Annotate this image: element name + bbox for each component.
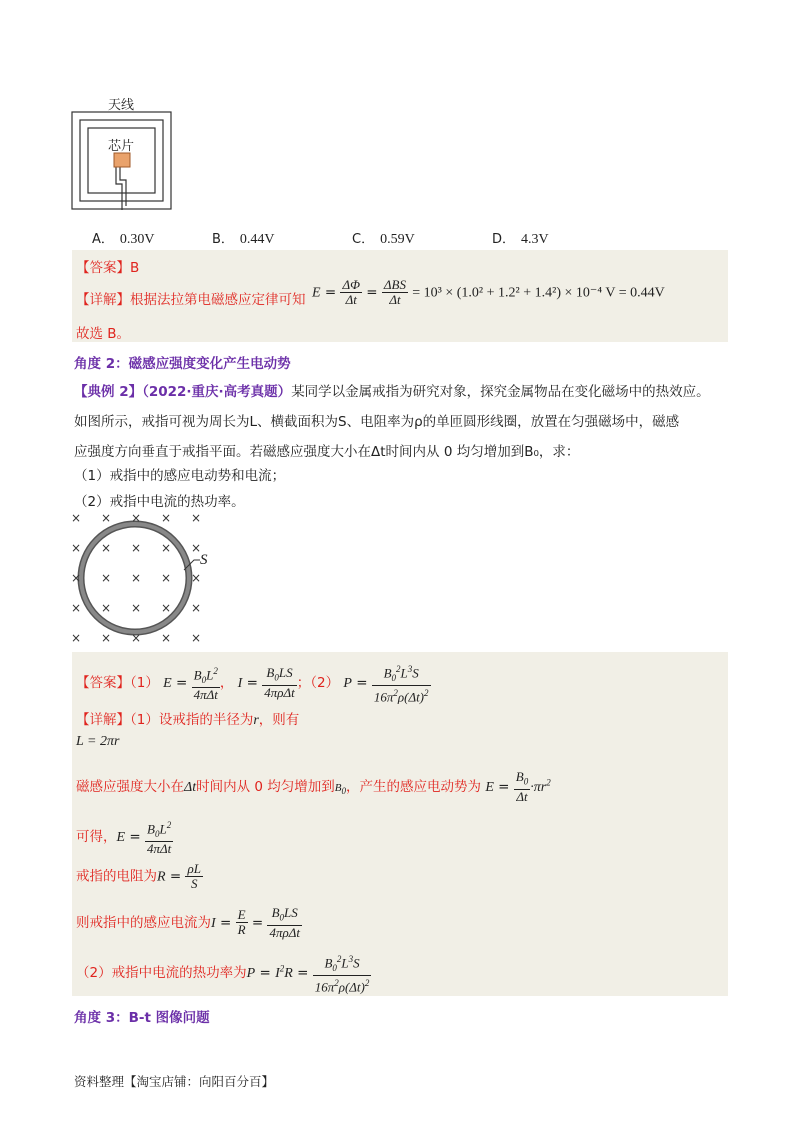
- detail2-current: 则戒指中的感应电流为I = $\frac{E}{R}$ = $\frac{B_0LS}{\text{4πρΔt}}$: [76, 905, 300, 940]
- footer-source: 资料整理【淘宝店铺：向阳百分百】: [74, 1074, 275, 1089]
- example2-line1: 【典例 2】（2022·重庆·高考真题）某同学以金属戒指为研究对象，探究金属物品在变化磁场中的热效应。: [74, 384, 710, 400]
- option-b: B． 0.44V: [212, 232, 275, 247]
- field-cross-mark: ×: [160, 631, 172, 645]
- detail-line: 【详解】根据法拉第电磁感应定律可知: [76, 292, 306, 308]
- angle3-title: 角度 3：B-t 图像问题: [74, 1010, 210, 1026]
- eq-circumference: L = 2πr: [76, 734, 120, 749]
- answer-box-1: [72, 250, 728, 342]
- option-d: D． 4.3V: [492, 232, 549, 247]
- field-cross-mark: ×: [70, 571, 82, 585]
- field-cross-mark: ×: [160, 601, 172, 615]
- detail2-result: 可得，E = $\frac{B_0L^2}{\text{4πΔt}}$: [76, 820, 172, 856]
- conclusion: 故选 B。: [76, 326, 131, 342]
- answer-box-2: [72, 652, 728, 996]
- faraday-formula: E = $\frac{\Delta\Phi}{\Delta t}$ = $\frac{\text{ΔBS}}{\Delta t}$ = 10³ × (1.0² + 1.2² + 1.4²) × 10⁻⁴ V = 0.44V: [312, 277, 665, 307]
- field-cross-mark: ×: [100, 601, 112, 615]
- antenna-chip-diagram: [70, 110, 174, 214]
- field-cross-mark: ×: [190, 541, 202, 555]
- field-cross-mark: ×: [130, 571, 142, 585]
- field-cross-mark: ×: [190, 631, 202, 645]
- detail2-power: （2）戒指中电流的热功率为$P = I^2R$ = $\frac{B_0^2L^3S}{16\pi^2\rho(\Delta t)^2}$: [76, 954, 370, 995]
- field-cross-mark: ×: [100, 571, 112, 585]
- s-label: S: [200, 552, 208, 568]
- field-cross-mark: ×: [160, 511, 172, 525]
- field-cross-mark: ×: [190, 511, 202, 525]
- detail2-emf: 磁感应强度大小在Δt时间内从 0 均匀增加到$B_0$，产生的感应电动势为 E = $\frac{B_0}{\Delta t}$ $\cdot\pi r^2$: [76, 769, 551, 804]
- angle2-title: 角度 2：磁感应强度变化产生电动势: [74, 356, 291, 372]
- question-1: （1）戒指中的感应电动势和电流；: [74, 468, 286, 484]
- detail2-line: 【详解】（1）设戒指的半径为r，则有: [76, 712, 300, 728]
- example2-line2: 如图所示，戒指可视为周长为L、横截面积为S、电阻率为ρ的单匝圆形线圈，放置在匀强磁场中，磁感: [74, 414, 680, 430]
- field-cross-mark: ×: [160, 541, 172, 555]
- field-cross-mark: ×: [70, 631, 82, 645]
- field-cross-mark: ×: [100, 631, 112, 645]
- option-c: C． 0.59V: [352, 232, 415, 247]
- field-cross-mark: ×: [70, 541, 82, 555]
- field-cross-mark: ×: [130, 541, 142, 555]
- field-cross-mark: ×: [160, 571, 172, 585]
- field-cross-mark: ×: [130, 631, 142, 645]
- field-cross-mark: ×: [70, 511, 82, 525]
- answer-line: 【答案】B: [76, 260, 140, 276]
- answer2-line: 【答案】（1） E = $\frac{B_0L^2}{\text{4πΔt}}$ ， I = $\frac{B_0LS}{\text{4πρΔt}}$ ；（2） P = $\frac{B_0^2L^3S}{16\pi^2\rho(\Delta t)^2}$: [76, 664, 429, 705]
- field-cross-mark: ×: [130, 511, 142, 525]
- question-2: （2）戒指中电流的热功率。: [74, 494, 245, 510]
- detail2-resistance: 戒指的电阻为R = $\frac{\rho L}{S}$: [76, 861, 201, 891]
- option-a: A． 0.30V: [92, 232, 155, 247]
- field-cross-mark: ×: [100, 511, 112, 525]
- chip-label: 芯片: [108, 139, 135, 154]
- field-cross-mark: ×: [100, 541, 112, 555]
- ring-in-field-diagram: [62, 508, 232, 648]
- field-cross-mark: ×: [130, 601, 142, 615]
- example2-line3: 应强度方向垂直于戒指平面。若磁感应强度大小在Δt时间内从 0 均匀增加到B₀，求：: [74, 444, 580, 460]
- field-cross-mark: ×: [190, 571, 202, 585]
- antenna-label: 天线: [108, 98, 135, 113]
- field-cross-mark: ×: [70, 601, 82, 615]
- field-cross-mark: ×: [190, 601, 202, 615]
